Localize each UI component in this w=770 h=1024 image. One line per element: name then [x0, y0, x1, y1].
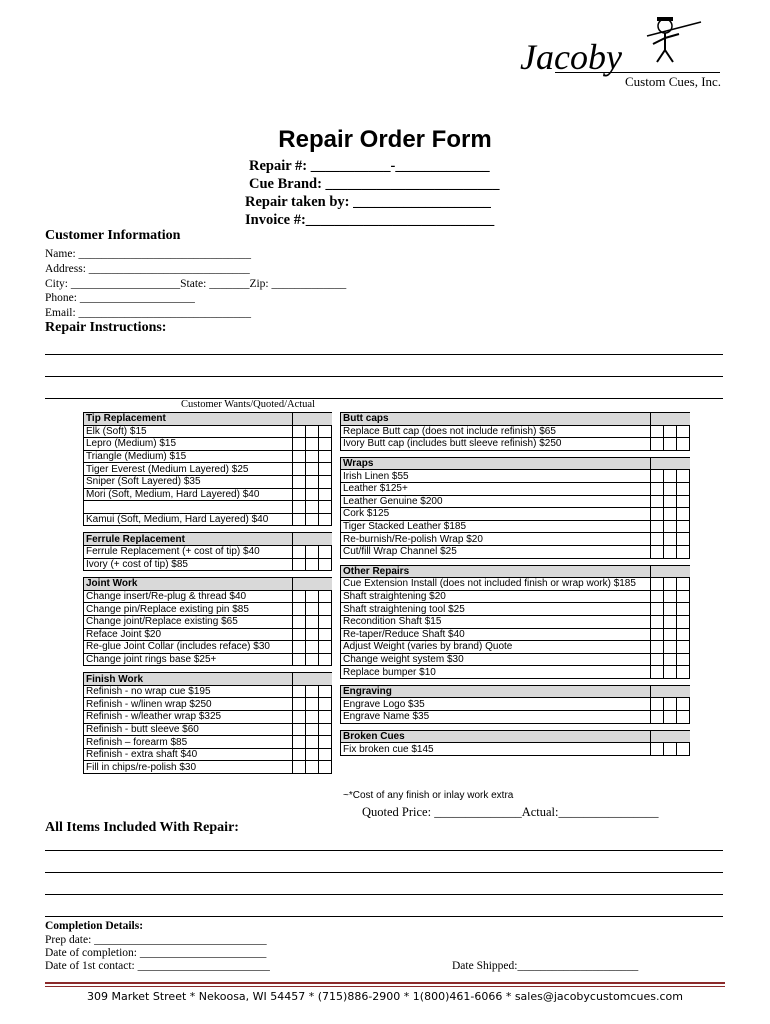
wants-checkbox[interactable] — [651, 470, 664, 483]
section-header-fill — [293, 578, 332, 591]
section-title: Finish Work — [84, 673, 293, 686]
service-row — [84, 450, 332, 463]
section-spacer — [84, 666, 332, 673]
company-logo — [515, 14, 725, 94]
quoted-checkbox[interactable] — [306, 501, 319, 514]
service-label: Re-burnish/Re-polish Wrap $20 — [341, 533, 651, 546]
instructions-line — [45, 398, 723, 399]
meta-cue-brand: Cue Brand: ________________________ — [249, 176, 500, 192]
quoted-checkbox[interactable] — [664, 438, 677, 451]
section-header-fill — [651, 730, 690, 743]
section-spacer — [84, 526, 332, 533]
wants-checkbox[interactable] — [293, 748, 306, 761]
service-row — [341, 470, 690, 483]
quoted-checkbox[interactable] — [306, 425, 319, 438]
service-row — [341, 482, 690, 495]
actual-checkbox[interactable] — [319, 698, 332, 711]
wants-checkbox[interactable] — [293, 501, 306, 514]
actual-checkbox[interactable] — [319, 615, 332, 628]
quoted-checkbox[interactable] — [306, 723, 319, 736]
service-row — [84, 475, 332, 488]
service-row — [84, 723, 332, 736]
quoted-checkbox[interactable] — [664, 628, 677, 641]
service-label: Irish Linen $55 — [341, 470, 651, 483]
quoted-checkbox[interactable] — [664, 545, 677, 558]
wants-checkbox[interactable] — [293, 603, 306, 616]
service-row — [341, 743, 690, 756]
service-label: Replace Butt cap (does not include refinish) $65 — [341, 425, 651, 438]
service-row — [84, 463, 332, 476]
service-label: Lepro (Medium) $15 — [84, 438, 293, 451]
actual-checkbox[interactable] — [677, 666, 690, 679]
service-row — [84, 698, 332, 711]
actual-checkbox[interactable] — [677, 590, 690, 603]
customer-address-line: Address: ____________________________ — [45, 263, 250, 275]
section-spacer — [84, 571, 332, 578]
actual-checkbox[interactable] — [319, 711, 332, 724]
wants-checkbox[interactable] — [293, 450, 306, 463]
service-label: Cork $125 — [341, 508, 651, 521]
service-label: Mori (Soft, Medium, Hard Layered) $40 — [84, 488, 293, 501]
service-label: Refinish - w/leather wrap $325 — [84, 711, 293, 724]
wants-checkbox[interactable] — [651, 425, 664, 438]
service-label: Engrave Name $35 — [341, 711, 651, 724]
quoted-checkbox[interactable] — [664, 533, 677, 546]
wants-checkbox[interactable] — [651, 438, 664, 451]
included-heading: All Items Included With Repair: — [45, 820, 239, 835]
service-row — [84, 641, 332, 654]
wants-checkbox[interactable] — [293, 590, 306, 603]
quoted-checkbox[interactable] — [664, 520, 677, 533]
form-title: Repair Order Form — [278, 126, 492, 153]
actual-checkbox[interactable] — [677, 438, 690, 451]
quoted-checkbox[interactable] — [306, 711, 319, 724]
customer-city-line: City: ___________________State: _______Zip: _____________ — [45, 278, 347, 290]
service-row — [341, 533, 690, 546]
actual-checkbox[interactable] — [319, 558, 332, 571]
wants-checkbox[interactable] — [651, 653, 664, 666]
section-header-fill — [651, 565, 690, 578]
service-label: Refinish - w/linen wrap $250 — [84, 698, 293, 711]
wants-checkbox[interactable] — [651, 495, 664, 508]
included-line — [45, 916, 723, 917]
service-label: Leather $125+ — [341, 482, 651, 495]
quoted-checkbox[interactable] — [306, 761, 319, 774]
price-line: Quoted Price: ______________Actual:________________ — [362, 805, 659, 819]
customer-email-line: Email: ______________________________ — [45, 307, 252, 319]
quoted-checkbox[interactable] — [664, 508, 677, 521]
quoted-checkbox[interactable] — [664, 603, 677, 616]
wants-checkbox[interactable] — [293, 545, 306, 558]
wants-checkbox[interactable] — [293, 711, 306, 724]
service-row — [84, 615, 332, 628]
actual-checkbox[interactable] — [319, 736, 332, 749]
service-row — [84, 711, 332, 724]
section-spacer — [341, 723, 690, 730]
quoted-checkbox[interactable] — [306, 590, 319, 603]
service-label: Refinish - no wrap cue $195 — [84, 685, 293, 698]
actual-checkbox[interactable] — [677, 520, 690, 533]
wants-checkbox[interactable] — [293, 761, 306, 774]
section-header-fill — [293, 673, 332, 686]
wants-checkbox[interactable] — [651, 578, 664, 591]
actual-checkbox[interactable] — [319, 653, 332, 666]
service-label: Leather Genuine $200 — [341, 495, 651, 508]
section-title: Engraving — [341, 685, 651, 698]
actual-checkbox[interactable] — [677, 653, 690, 666]
actual-checkbox[interactable] — [319, 761, 332, 774]
service-label — [84, 501, 293, 514]
service-label: Change joint rings base $25+ — [84, 653, 293, 666]
customer-phone-line: Phone: ____________________ — [45, 292, 195, 304]
actual-checkbox[interactable] — [677, 603, 690, 616]
service-row — [84, 558, 332, 571]
service-row — [341, 508, 690, 521]
service-label: Replace bumper $10 — [341, 666, 651, 679]
actual-checkbox[interactable] — [677, 425, 690, 438]
actual-checkbox[interactable] — [319, 488, 332, 501]
quoted-checkbox[interactable] — [306, 748, 319, 761]
actual-checkbox[interactable] — [677, 578, 690, 591]
footer-divider — [45, 982, 725, 987]
actual-checkbox[interactable] — [677, 508, 690, 521]
section-spacer — [341, 678, 690, 685]
wants-checkbox[interactable] — [651, 520, 664, 533]
wants-checkbox[interactable] — [651, 615, 664, 628]
wants-checkbox[interactable] — [293, 723, 306, 736]
footer-contact: 309 Market Street * Nekoosa, WI 54457 * (715)886-2900 * 1(800)461-6066 * sales@jacobycustomcues.com — [87, 990, 683, 1003]
service-label: Engrave Logo $35 — [341, 698, 651, 711]
service-row — [341, 641, 690, 654]
actual-checkbox[interactable] — [319, 501, 332, 514]
actual-checkbox[interactable] — [319, 450, 332, 463]
quoted-checkbox[interactable] — [664, 615, 677, 628]
section-header-fill — [651, 457, 690, 470]
actual-checkbox[interactable] — [319, 438, 332, 451]
included-line — [45, 894, 723, 895]
service-label: Ivory Butt cap (includes butt sleeve refinish) $250 — [341, 438, 651, 451]
quoted-checkbox[interactable] — [306, 513, 319, 526]
meta-invoice: Invoice #:__________________________ — [245, 212, 495, 228]
service-label: Sniper (Soft Layered) $35 — [84, 475, 293, 488]
service-label: Refinish - extra shaft $40 — [84, 748, 293, 761]
actual-checkbox[interactable] — [319, 590, 332, 603]
quoted-checkbox[interactable] — [306, 641, 319, 654]
meta-taken-by: Repair taken by: ___________________ — [245, 194, 491, 210]
actual-checkbox[interactable] — [677, 711, 690, 724]
quoted-checkbox[interactable] — [306, 653, 319, 666]
quoted-checkbox[interactable] — [664, 711, 677, 724]
service-row — [341, 495, 690, 508]
service-row — [84, 685, 332, 698]
quoted-checkbox[interactable] — [664, 482, 677, 495]
quoted-checkbox[interactable] — [664, 578, 677, 591]
wants-checkbox[interactable] — [293, 698, 306, 711]
instructions-line — [45, 376, 723, 377]
service-label: Reface Joint $20 — [84, 628, 293, 641]
section-header-fill — [651, 685, 690, 698]
service-row — [341, 615, 690, 628]
wants-checkbox[interactable] — [293, 685, 306, 698]
service-label: Refinish – forearm $85 — [84, 736, 293, 749]
actual-checkbox[interactable] — [319, 628, 332, 641]
actual-checkbox[interactable] — [677, 482, 690, 495]
meta-repair-number: Repair #: ___________-_____________ — [249, 158, 490, 174]
section-header — [341, 457, 690, 470]
section-header — [84, 533, 332, 546]
quoted-checkbox[interactable] — [306, 438, 319, 451]
actual-checkbox[interactable] — [677, 641, 690, 654]
completion-date-line: Date of completion: ______________________ — [45, 947, 267, 959]
section-title: Tip Replacement — [84, 413, 293, 426]
service-row — [84, 425, 332, 438]
included-line — [45, 872, 723, 873]
service-row — [84, 736, 332, 749]
wants-checkbox[interactable] — [293, 558, 306, 571]
actual-checkbox[interactable] — [319, 641, 332, 654]
logo-script-text: Jacoby — [520, 37, 622, 77]
quoted-checkbox[interactable] — [306, 628, 319, 641]
quoted-checkbox[interactable] — [664, 653, 677, 666]
logo-underline — [555, 72, 720, 73]
actual-checkbox[interactable] — [319, 685, 332, 698]
service-row — [341, 438, 690, 451]
wants-checkbox[interactable] — [293, 425, 306, 438]
actual-checkbox[interactable] — [677, 743, 690, 756]
service-row — [84, 438, 332, 451]
wants-checkbox[interactable] — [651, 482, 664, 495]
wants-checkbox[interactable] — [293, 615, 306, 628]
service-label: Ivory (+ cost of tip) $85 — [84, 558, 293, 571]
quoted-checkbox[interactable] — [664, 698, 677, 711]
completion-heading: Completion Details: — [45, 920, 144, 932]
quoted-checkbox[interactable] — [664, 425, 677, 438]
section-header — [84, 578, 332, 591]
pool-player-mascot-icon — [643, 14, 703, 66]
service-label: Fix broken cue $145 — [341, 743, 651, 756]
service-row — [341, 590, 690, 603]
section-header — [84, 413, 332, 426]
customer-name-line: Name: ______________________________ — [45, 248, 252, 260]
wants-checkbox[interactable] — [651, 508, 664, 521]
prep-date-line: Prep date: ______________________________ — [45, 934, 267, 946]
service-row — [84, 603, 332, 616]
service-label: Recondition Shaft $15 — [341, 615, 651, 628]
actual-checkbox[interactable] — [677, 545, 690, 558]
finish-cost-note: ~*Cost of any finish or inlay work extra — [343, 790, 514, 801]
wants-checkbox[interactable] — [651, 533, 664, 546]
quoted-checkbox[interactable] — [306, 736, 319, 749]
wants-checkbox[interactable] — [651, 666, 664, 679]
section-title: Broken Cues — [341, 730, 651, 743]
actual-checkbox[interactable] — [319, 475, 332, 488]
section-title: Butt caps — [341, 413, 651, 426]
section-title: Wraps — [341, 457, 651, 470]
wants-checkbox[interactable] — [651, 590, 664, 603]
repair-instructions-heading: Repair Instructions: — [45, 320, 167, 335]
wants-checkbox[interactable] — [293, 463, 306, 476]
service-label: Elk (Soft) $15 — [84, 425, 293, 438]
service-label: Change pin/Replace existing pin $85 — [84, 603, 293, 616]
section-header-fill — [293, 533, 332, 546]
service-label: Cut/fill Wrap Channel $25 — [341, 545, 651, 558]
service-label: Tiger Everest (Medium Layered) $25 — [84, 463, 293, 476]
quoted-checkbox[interactable] — [306, 463, 319, 476]
service-label: Tiger Stacked Leather $185 — [341, 520, 651, 533]
service-row — [341, 666, 690, 679]
service-row — [84, 545, 332, 558]
wants-checkbox[interactable] — [293, 475, 306, 488]
service-row — [84, 748, 332, 761]
service-row — [341, 603, 690, 616]
quoted-checkbox[interactable] — [306, 615, 319, 628]
actual-checkbox[interactable] — [319, 603, 332, 616]
actual-checkbox[interactable] — [319, 723, 332, 736]
wants-checkbox[interactable] — [293, 736, 306, 749]
actual-checkbox[interactable] — [677, 470, 690, 483]
quoted-checkbox[interactable] — [306, 558, 319, 571]
actual-checkbox[interactable] — [677, 495, 690, 508]
service-row — [84, 488, 332, 501]
actual-checkbox[interactable] — [677, 533, 690, 546]
section-title: Ferrule Replacement — [84, 533, 293, 546]
quoted-checkbox[interactable] — [664, 666, 677, 679]
quoted-checkbox[interactable] — [664, 743, 677, 756]
wants-checkbox[interactable] — [651, 545, 664, 558]
service-row — [341, 698, 690, 711]
actual-checkbox[interactable] — [677, 698, 690, 711]
actual-checkbox[interactable] — [319, 545, 332, 558]
section-header — [84, 673, 332, 686]
quoted-checkbox[interactable] — [306, 698, 319, 711]
service-label: Kamui (Soft, Medium, Hard Layered) $40 — [84, 513, 293, 526]
wants-checkbox[interactable] — [651, 698, 664, 711]
service-row — [341, 578, 690, 591]
service-row — [341, 628, 690, 641]
actual-checkbox[interactable] — [319, 513, 332, 526]
section-header — [341, 413, 690, 426]
wants-checkbox[interactable] — [293, 641, 306, 654]
section-spacer — [341, 450, 690, 457]
service-label: Change weight system $30 — [341, 653, 651, 666]
checkbox-legend: Customer Wants/Quoted/Actual — [181, 399, 315, 410]
section-header-fill — [651, 413, 690, 426]
service-label: Adjust Weight (varies by brand) Quote — [341, 641, 651, 654]
quoted-checkbox[interactable] — [664, 495, 677, 508]
section-header — [341, 685, 690, 698]
service-label: Re-glue Joint Collar (includes reface) $30 — [84, 641, 293, 654]
service-label: Fill in chips/re-polish $30 — [84, 761, 293, 774]
wants-checkbox[interactable] — [293, 628, 306, 641]
service-label: Change insert/Re-plug & thread $40 — [84, 590, 293, 603]
wants-checkbox[interactable] — [293, 653, 306, 666]
service-label: Ferrule Replacement (+ cost of tip) $40 — [84, 545, 293, 558]
section-header — [341, 565, 690, 578]
service-label: Shaft straightening tool $25 — [341, 603, 651, 616]
quoted-checkbox[interactable] — [306, 603, 319, 616]
wants-checkbox[interactable] — [651, 628, 664, 641]
wants-checkbox[interactable] — [651, 641, 664, 654]
service-row — [84, 628, 332, 641]
left-services-table — [83, 412, 332, 774]
service-label: Shaft straightening $20 — [341, 590, 651, 603]
service-row — [341, 545, 690, 558]
section-spacer — [341, 558, 690, 565]
section-title: Other Repairs — [341, 565, 651, 578]
included-line — [45, 850, 723, 851]
logo-subtitle: Custom Cues, Inc. — [625, 74, 722, 89]
service-label: Triangle (Medium) $15 — [84, 450, 293, 463]
wants-checkbox[interactable] — [651, 603, 664, 616]
quoted-checkbox[interactable] — [664, 641, 677, 654]
service-row — [84, 513, 332, 526]
quoted-checkbox[interactable] — [306, 685, 319, 698]
service-row — [341, 425, 690, 438]
wants-checkbox[interactable] — [293, 438, 306, 451]
quoted-checkbox[interactable] — [664, 590, 677, 603]
instructions-line — [45, 354, 723, 355]
quoted-checkbox[interactable] — [306, 545, 319, 558]
service-label: Cue Extension Install (does not included finish or wrap work) $185 — [341, 578, 651, 591]
quoted-checkbox[interactable] — [664, 470, 677, 483]
actual-checkbox[interactable] — [319, 425, 332, 438]
section-header — [341, 730, 690, 743]
customer-heading: Customer Information — [45, 228, 181, 243]
section-title: Joint Work — [84, 578, 293, 591]
first-contact-line: Date of 1st contact: _______________________ — [45, 960, 270, 972]
quoted-checkbox[interactable] — [306, 475, 319, 488]
service-row — [341, 653, 690, 666]
service-row — [84, 590, 332, 603]
date-shipped-line: Date Shipped:_____________________ — [452, 960, 639, 972]
actual-checkbox[interactable] — [319, 463, 332, 476]
quoted-checkbox[interactable] — [306, 488, 319, 501]
service-label: Change joint/Replace existing $65 — [84, 615, 293, 628]
service-row — [84, 761, 332, 774]
actual-checkbox[interactable] — [319, 748, 332, 761]
actual-checkbox[interactable] — [677, 615, 690, 628]
quoted-checkbox[interactable] — [306, 450, 319, 463]
right-services-table — [340, 412, 690, 756]
wants-checkbox[interactable] — [651, 711, 664, 724]
section-header-fill — [293, 413, 332, 426]
service-label: Refinish - butt sleeve $60 — [84, 723, 293, 736]
service-row — [84, 501, 332, 514]
wants-checkbox[interactable] — [293, 488, 306, 501]
actual-checkbox[interactable] — [677, 628, 690, 641]
service-row — [84, 653, 332, 666]
wants-checkbox[interactable] — [293, 513, 306, 526]
service-label: Re-taper/Reduce Shaft $40 — [341, 628, 651, 641]
service-row — [341, 520, 690, 533]
service-row — [341, 711, 690, 724]
wants-checkbox[interactable] — [651, 743, 664, 756]
